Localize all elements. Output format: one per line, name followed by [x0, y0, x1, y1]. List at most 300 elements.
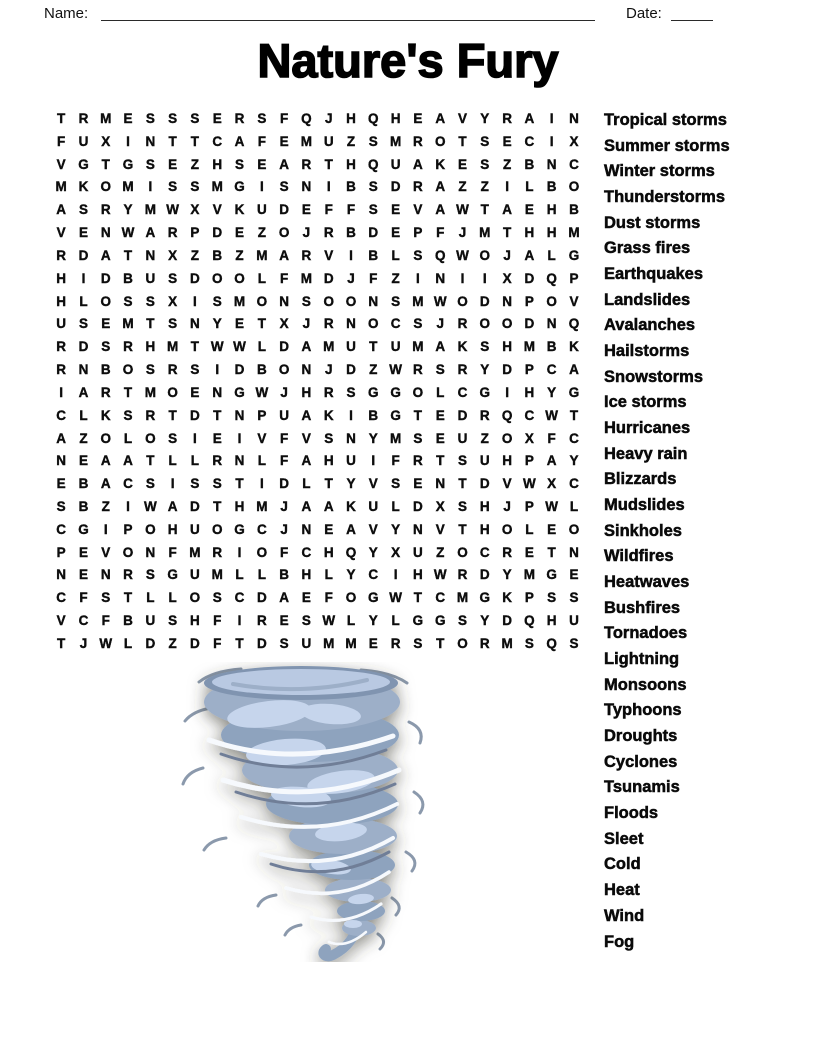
grid-letter: R [413, 133, 423, 149]
grid-letter: A [301, 453, 312, 469]
grid-letter: F [279, 270, 289, 286]
grid-letter: H [524, 384, 535, 400]
grid-letter: U [390, 339, 401, 355]
grid-letter: L [346, 613, 356, 629]
grid-letter: S [413, 247, 423, 263]
grid-letter: X [524, 430, 534, 446]
grid-letter: E [78, 544, 88, 560]
grid-letter: K [457, 339, 468, 355]
grid-letter: R [56, 339, 67, 355]
word-list-item: Tornadoes [604, 624, 688, 643]
grid-letter: O [122, 362, 134, 378]
grid-letter: J [436, 316, 444, 332]
grid-letter: C [56, 590, 67, 606]
grid-letter: V [212, 202, 222, 218]
grid-letter: L [391, 247, 400, 263]
grid-letter: J [347, 270, 355, 286]
word-list-item: Snowstorms [604, 367, 704, 386]
grid-letter: M [256, 247, 268, 263]
grid-letter: D [190, 407, 200, 423]
grid-letter: O [256, 544, 268, 560]
grid-letter: R [323, 225, 334, 241]
grid-letter: Q [368, 156, 379, 172]
grid-letter: C [546, 362, 557, 378]
grid-letter: E [257, 156, 267, 172]
grid-letter: R [413, 179, 423, 195]
grid-letter: D [190, 270, 200, 286]
grid-letter: G [412, 613, 424, 629]
grid-letter: T [213, 498, 222, 514]
grid-letter: L [168, 590, 177, 606]
grid-letter: T [458, 476, 467, 492]
grid-letter: S [457, 613, 467, 629]
grid-letter: O [412, 384, 424, 400]
grid-letter: S [324, 430, 334, 446]
grid-letter: Y [391, 521, 401, 537]
grid-letter: S [547, 590, 557, 606]
grid-letter: H [212, 156, 223, 172]
grid-letter: E [435, 430, 445, 446]
grid-letter: A [78, 384, 89, 400]
grid-letter: J [458, 225, 467, 241]
grid-letter: S [413, 635, 423, 651]
grid-letter: O [568, 521, 580, 537]
grid-letter: H [524, 225, 535, 241]
grid-letter: S [145, 362, 155, 378]
grid-letter: H [301, 384, 312, 400]
grid-letter: N [212, 384, 223, 400]
grid-letter: L [547, 247, 556, 263]
grid-letter: S [235, 156, 245, 172]
grid-letter: T [57, 110, 66, 126]
grid-letter: I [549, 110, 554, 126]
grid-letter: D [100, 270, 111, 286]
grid-letter: M [412, 293, 424, 309]
grid-letter: D [279, 339, 289, 355]
grid-letter: Y [123, 202, 133, 218]
grid-letter: D [190, 498, 200, 514]
grid-letter: K [78, 179, 89, 195]
grid-letter: F [168, 544, 177, 560]
grid-letter: O [457, 635, 468, 651]
grid-letter: D [78, 247, 89, 263]
grid-letter: L [391, 498, 400, 514]
grid-letter: H [546, 202, 557, 218]
grid-letter: Y [212, 316, 222, 332]
grid-letter: A [145, 225, 156, 241]
grid-letter: X [279, 316, 289, 332]
grid-letter: S [212, 293, 222, 309]
grid-letter: Z [101, 498, 110, 514]
grid-letter: F [324, 202, 333, 218]
grid-letter: Z [346, 133, 356, 149]
name-label: Name: [44, 5, 89, 22]
grid-letter: H [346, 110, 356, 126]
grid-letter: T [213, 407, 222, 423]
grid-letter: I [482, 270, 487, 286]
grid-letter: J [324, 110, 333, 126]
grid-letter: D [390, 179, 401, 195]
grid-letter: Y [480, 613, 490, 629]
word-list-item: Heat [604, 881, 640, 900]
grid-letter: S [569, 635, 579, 651]
grid-letter: G [390, 384, 401, 400]
grid-letter: M [389, 430, 402, 446]
grid-letter: E [168, 156, 178, 172]
grid-letter: S [480, 133, 490, 149]
grid-letter: T [369, 339, 378, 355]
grid-letter: S [391, 293, 401, 309]
grid-letter: I [259, 179, 264, 195]
grid-letter: I [103, 521, 108, 537]
grid-letter: R [167, 225, 178, 241]
grid-letter: R [301, 247, 312, 263]
grid-letter: K [100, 407, 111, 423]
grid-letter: Y [368, 544, 378, 560]
grid-letter: L [168, 453, 177, 469]
grid-letter: N [546, 156, 557, 172]
grid-letter: S [480, 339, 490, 355]
grid-letter: X [168, 293, 178, 309]
grid-letter: R [502, 110, 512, 126]
grid-letter: W [389, 590, 402, 606]
grid-letter: N [234, 453, 245, 469]
grid-letter: Y [480, 362, 490, 378]
grid-letter: M [122, 179, 134, 195]
grid-letter: G [390, 407, 401, 423]
grid-letter: I [148, 179, 153, 195]
grid-letter: L [123, 430, 133, 446]
grid-letter: Q [501, 407, 513, 423]
grid-letter: L [525, 521, 534, 537]
grid-letter: W [433, 567, 447, 583]
grid-letter: V [101, 544, 111, 560]
grid-letter: T [324, 476, 333, 492]
grid-letter: F [101, 613, 110, 629]
grid-letter: D [212, 225, 223, 241]
grid-letter: U [569, 613, 579, 629]
grid-letter: Y [346, 476, 356, 492]
grid-letter: O [167, 384, 178, 400]
grid-letter: W [322, 613, 336, 629]
grid-letter: Z [190, 247, 200, 263]
grid-letter: O [100, 179, 111, 195]
grid-letter: I [416, 270, 420, 286]
grid-letter: O [434, 133, 446, 149]
grid-letter: M [389, 133, 402, 149]
grid-letter: F [213, 613, 222, 629]
grid-letter: I [349, 407, 353, 423]
grid-letter: Z [79, 430, 88, 446]
grid-letter: G [234, 179, 245, 195]
grid-letter: O [100, 430, 111, 446]
grid-letter: M [479, 225, 491, 241]
grid-letter: E [56, 476, 66, 492]
grid-letter: R [479, 407, 490, 423]
grid-letter: J [503, 498, 511, 514]
grid-letter: W [233, 339, 246, 355]
grid-letter: D [78, 339, 89, 355]
grid-letter: U [301, 635, 312, 651]
grid-letter: R [323, 316, 334, 332]
grid-letter: S [480, 156, 490, 172]
grid-letter: U [323, 133, 334, 149]
grid-letter: S [368, 202, 378, 218]
grid-letter: I [549, 133, 554, 149]
grid-letter: I [59, 384, 64, 400]
grid-letter: R [479, 635, 490, 651]
grid-letter: W [99, 635, 113, 651]
grid-letter: S [190, 110, 200, 126]
grid-letter: H [546, 613, 557, 629]
grid-letter: V [368, 521, 378, 537]
grid-letter: V [301, 430, 311, 446]
grid-letter: S [78, 202, 88, 218]
grid-letter: U [390, 156, 401, 172]
word-list-item: Earthquakes [604, 265, 704, 284]
grid-letter: L [235, 567, 244, 583]
grid-letter: M [189, 544, 201, 560]
grid-letter: R [413, 453, 423, 469]
grid-letter: T [547, 544, 556, 560]
grid-letter: Z [168, 635, 177, 651]
grid-letter: F [436, 225, 445, 241]
grid-letter: J [503, 247, 511, 263]
grid-letter: Y [368, 613, 378, 629]
grid-letter: N [502, 293, 512, 309]
grid-letter: I [460, 270, 465, 286]
word-list [604, 108, 730, 955]
grid-letter: S [145, 476, 155, 492]
grid-letter: O [479, 247, 491, 263]
grid-letter: Y [346, 567, 356, 583]
grid-letter: I [237, 544, 242, 560]
grid-letter: A [524, 247, 535, 263]
tornado-icon [181, 662, 441, 962]
grid-letter: N [569, 544, 579, 560]
grid-letter: U [279, 407, 289, 423]
grid-letter: Z [458, 179, 467, 195]
grid-letter: D [145, 635, 156, 651]
grid-letter: E [324, 521, 334, 537]
grid-letter: D [323, 270, 334, 286]
grid-letter: S [123, 407, 133, 423]
grid-letter: J [302, 225, 311, 241]
grid-letter: T [57, 635, 66, 651]
grid-letter: N [301, 362, 312, 378]
grid-letter: T [436, 453, 445, 469]
grid-letter: T [569, 407, 579, 423]
grid-letter: C [123, 476, 133, 492]
grid-letter: M [456, 590, 469, 606]
grid-letter: S [56, 498, 66, 514]
grid-letter: D [256, 635, 267, 651]
grid-letter: U [457, 430, 468, 446]
grid-letter: I [215, 362, 220, 378]
grid-letter: O [278, 362, 290, 378]
grid-letter: G [568, 247, 580, 263]
word-list-item: Bushfires [604, 598, 681, 617]
grid-letter: H [502, 453, 512, 469]
grid-letter: U [479, 453, 490, 469]
grid-letter: Z [190, 156, 200, 172]
grid-letter: O [234, 270, 245, 286]
grid-letter: Z [235, 247, 244, 263]
grid-letter: W [523, 476, 536, 492]
grid-letter: K [502, 590, 512, 606]
grid-letter: P [190, 225, 200, 241]
word-list-item: Fog [604, 932, 635, 951]
grid-letter: D [524, 316, 535, 332]
grid-letter: C [212, 133, 223, 149]
grid-letter: W [166, 202, 179, 218]
grid-letter: W [456, 247, 469, 263]
grid-letter: B [256, 362, 267, 378]
grid-letter: J [280, 384, 288, 400]
grid-letter: G [546, 567, 557, 583]
word-list-item: Wildfires [604, 547, 674, 566]
grid-letter: R [323, 384, 334, 400]
word-list-item: Hurricanes [604, 419, 691, 438]
grid-letter: S [145, 567, 155, 583]
grid-letter: M [144, 202, 156, 218]
grid-letter: T [101, 156, 110, 172]
grid-letter: P [56, 544, 66, 560]
grid-letter: C [569, 476, 579, 492]
grid-letter: J [79, 635, 88, 651]
grid-letter: H [167, 521, 178, 537]
grid-letter: E [457, 156, 467, 172]
grid-letter: E [212, 110, 222, 126]
grid-letter: V [56, 156, 66, 172]
grid-letter: U [78, 133, 89, 149]
grid-letter: T [413, 407, 423, 423]
grid-letter: H [323, 453, 334, 469]
grid-letter: U [56, 316, 67, 332]
grid-letter: L [123, 635, 133, 651]
grid-letter: C [524, 133, 535, 149]
grid-letter: S [190, 362, 200, 378]
grid-letter: F [213, 635, 222, 651]
grid-letter: E [212, 430, 222, 446]
grid-letter: M [568, 225, 580, 241]
grid-letter: S [145, 110, 155, 126]
grid-letter: S [413, 316, 423, 332]
grid-letter: O [479, 316, 491, 332]
grid-letter: R [123, 567, 133, 583]
grid-letter: N [56, 567, 67, 583]
grid-letter: S [190, 179, 200, 195]
grid-letter: L [525, 179, 534, 195]
grid-letter: S [145, 293, 155, 309]
grid-letter: H [145, 339, 156, 355]
grid-letter: E [235, 316, 245, 332]
grid-letter: B [78, 498, 89, 514]
word-list-item: Mudslides [604, 496, 685, 515]
grid-letter: C [56, 407, 67, 423]
grid-letter: R [234, 110, 245, 126]
grid-letter: N [435, 476, 446, 492]
grid-letter: A [435, 339, 446, 355]
word-list-item: Thunderstorms [604, 188, 726, 207]
grid-letter: Q [546, 270, 557, 286]
grid-letter: N [301, 179, 312, 195]
grid-letter: V [56, 613, 66, 629]
grid-letter: B [546, 179, 557, 195]
grid-letter: T [257, 316, 266, 332]
grid-letter: D [279, 202, 289, 218]
grid-letter: S [168, 179, 178, 195]
grid-letter: R [457, 316, 468, 332]
grid-letter: S [168, 430, 178, 446]
grid-letter: D [346, 362, 356, 378]
grid-letter: P [524, 590, 534, 606]
grid-letter: T [190, 133, 200, 149]
grid-letter: C [56, 521, 67, 537]
grid-letter: T [413, 590, 423, 606]
grid-letter: P [524, 498, 534, 514]
grid-letter: I [126, 133, 130, 149]
grid-letter: M [55, 179, 67, 195]
grid-letter: B [569, 202, 579, 218]
grid-letter: I [237, 430, 242, 446]
grid-letter: S [145, 156, 155, 172]
grid-letter: B [123, 613, 133, 629]
grid-letter: V [569, 293, 579, 309]
grid-letter: N [145, 247, 156, 263]
grid-letter: A [323, 498, 334, 514]
grid-letter: R [413, 362, 423, 378]
grid-letter: Q [524, 613, 535, 629]
grid-letter: T [436, 635, 445, 651]
grid-letter: P [524, 453, 534, 469]
grid-letter: O [546, 293, 557, 309]
word-search-grid [50, 107, 585, 655]
word-list-item: Cyclones [604, 752, 678, 771]
grid-letter: H [502, 339, 512, 355]
grid-letter: T [458, 521, 467, 537]
grid-letter: T [123, 247, 133, 263]
grid-letter: O [345, 293, 357, 309]
word-list-item: Sinkholes [604, 521, 682, 540]
grid-letter: T [480, 202, 489, 218]
word-list-item: Heavy rain [604, 444, 688, 463]
grid-letter: M [323, 635, 335, 651]
grid-letter: W [456, 202, 469, 218]
grid-letter: H [479, 521, 490, 537]
grid-letter: O [457, 544, 468, 560]
grid-letter: A [100, 453, 111, 469]
grid-letter: M [211, 567, 223, 583]
grid-letter: D [279, 476, 289, 492]
grid-letter: Z [369, 362, 378, 378]
grid-letter: Z [391, 270, 400, 286]
word-list-item: Avalanches [604, 316, 696, 335]
grid-letter: I [126, 498, 130, 514]
grid-letter: W [121, 225, 135, 241]
grid-letter: P [524, 293, 534, 309]
grid-letter: Y [368, 430, 378, 446]
grid-letter: L [257, 339, 266, 355]
grid-letter: N [569, 110, 579, 126]
grid-letter: O [100, 293, 111, 309]
word-list-item: Cold [604, 855, 641, 874]
word-list-item: Landslides [604, 290, 691, 309]
grid-letter: C [524, 407, 535, 423]
grid-letter: F [391, 453, 400, 469]
grid-letter: V [368, 476, 378, 492]
grid-letter: F [79, 590, 88, 606]
